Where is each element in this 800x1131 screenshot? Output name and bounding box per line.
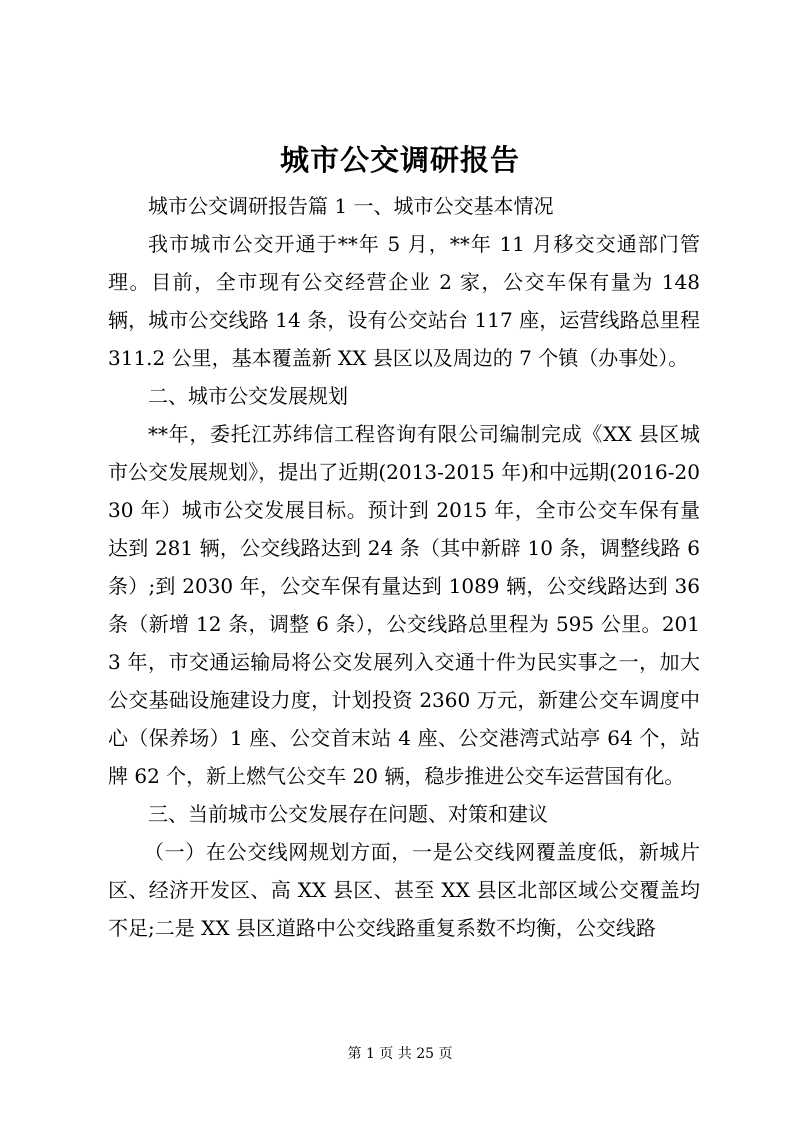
paragraph-4: **年，委托江苏纬信工程咨询有限公司编制完成《XX 县区城市公交发展规划》，提出了近期(2013-2015 年)和中远期(2016-2030 年）城市公交发展目标。预计到 2015 年，全市公交车保有量达到 281 辆，公交线路达到 24 条（其中新辟 10 条，调整线路 6 条）;到 2030 年，公交车保有量达到 1089 辆，公交线路达到 36 条（新增 12 条，调整 6 条），公交线路总里程为 595 公里。2013 年，市交通运输局将公交发展列入交通十件为民实事之一，加大公交基础设施建设力度，计划投资 2360 万元，新建公交车调度中心（保养场）1 座、公交首末站 4 座、公交港湾式站亭 64 个，站牌 62 个，新上燃气公交车 20 辆，稳步推进公交车运营国有化。 [108, 422, 700, 788]
paragraph-6: （一）在公交线网规划方面，一是公交线网覆盖度低，新城片区、经济开发区、高 XX 县区、甚至 XX 县区北部区域公交覆盖均不足;二是 XX 县区道路中公交线路重复系数不均衡，公交线路 [108, 840, 700, 940]
paragraph-5: 三、当前城市公交发展存在问题、对策和建议 [148, 802, 548, 826]
page-footer: 第 1 页 共 25 页 [347, 1046, 453, 1062]
document-title: 城市公交调研报告 [279, 143, 520, 177]
paragraph-2: 我市城市公交开通于**年 5 月，**年 11 月移交交通部门管理。目前，全市现有公交经营企业 2 家，公交车保有量为 148 辆，城市公交线路 14 条，设有公交站台 117 座，运营线路总里程 311.2 公里，基本覆盖新 XX 县区以及周边的 7 个镇（办事处）。 [108, 232, 700, 370]
document-body [108, 187, 700, 947]
paragraph-1: 城市公交调研报告篇 1 一、城市公交基本情况 [148, 194, 554, 218]
paragraph-3: 二、城市公交发展规划 [148, 384, 348, 408]
